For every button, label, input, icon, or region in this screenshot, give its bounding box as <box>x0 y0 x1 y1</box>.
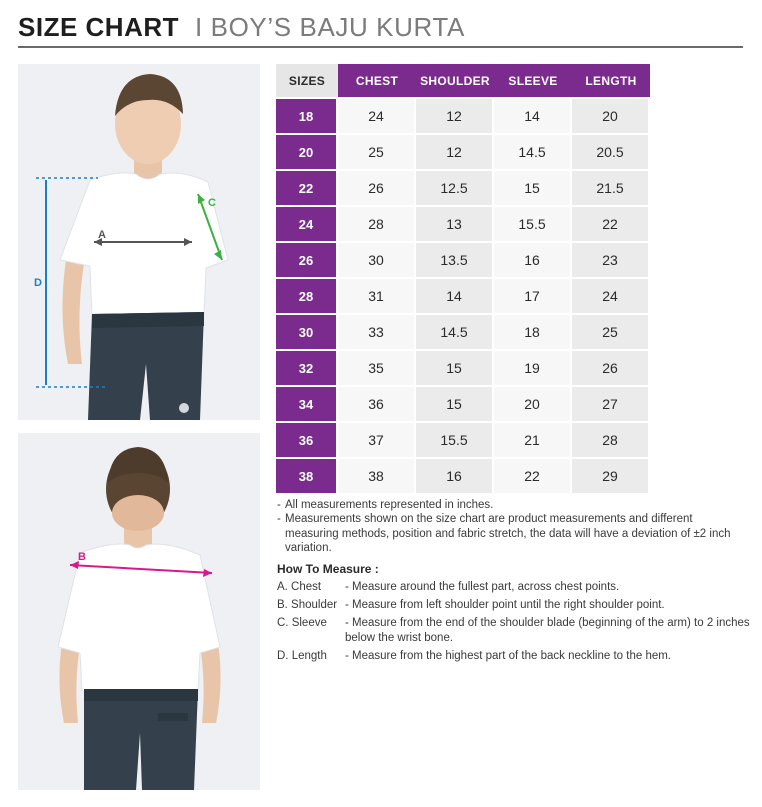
header-shoulder: SHOULDER <box>416 64 494 97</box>
table-row <box>276 97 650 133</box>
sleeve-value: 21 <box>494 421 572 457</box>
length-value: 25 <box>572 313 650 349</box>
table-row <box>276 385 650 421</box>
length-value: 21.5 <box>572 169 650 205</box>
chest-value: 36 <box>338 385 416 421</box>
howto-label: C. Sleeve <box>277 617 327 630</box>
shoulder-value: 12.5 <box>416 169 494 205</box>
size-value: 30 <box>276 313 338 349</box>
svg-text:B: B <box>78 551 86 563</box>
shoulder-value: 15 <box>416 349 494 385</box>
size-value: 34 <box>276 385 338 421</box>
howto-label: B. Shoulder <box>277 599 338 612</box>
label-d <box>34 277 42 289</box>
chest-value: 31 <box>338 277 416 313</box>
size-value: 28 <box>276 277 338 313</box>
howto-desc: - Measure from left shoulder point until the right shoulder point. <box>345 599 665 612</box>
chest-value: 24 <box>338 97 416 133</box>
sleeve-value: 15 <box>494 169 572 205</box>
header-sizes: SIZES <box>276 64 338 97</box>
measurement-notes <box>277 498 747 556</box>
sleeve-value: 16 <box>494 241 572 277</box>
howto-desc: - Measure from the highest part of the back neckline to the hem. <box>345 649 672 662</box>
howto-desc: - Measure from the end of the shoulder blade (beginning of the arm) to 2 inches below the wrist bone. <box>345 617 750 644</box>
howto-item-length <box>277 649 753 663</box>
table-row <box>276 313 650 349</box>
sleeve-value: 22 <box>494 457 572 493</box>
howto-item-shoulder <box>277 598 753 612</box>
sleeve-value: 19 <box>494 349 572 385</box>
size-value: 18 <box>276 97 338 133</box>
title-main: SIZE CHART <box>18 12 179 42</box>
table-row <box>276 133 650 169</box>
table-row <box>276 349 650 385</box>
size-value: 36 <box>276 421 338 457</box>
table-row <box>276 457 650 493</box>
svg-text:A: A <box>98 229 106 241</box>
title-subtitle: I BOY’S BAJU KURTA <box>195 12 465 42</box>
length-value: 27 <box>572 385 650 421</box>
table-row <box>276 169 650 205</box>
table-row <box>276 421 650 457</box>
chest-value: 28 <box>338 205 416 241</box>
shoulder-value: 13.5 <box>416 241 494 277</box>
length-value: 24 <box>572 277 650 313</box>
label-a <box>98 229 106 241</box>
note-item <box>277 498 747 512</box>
note-item <box>277 512 747 555</box>
sleeve-value: 17 <box>494 277 572 313</box>
shoulder-value: 15.5 <box>416 421 494 457</box>
chest-value: 25 <box>338 133 416 169</box>
table-row <box>276 241 650 277</box>
shoulder-value: 14 <box>416 277 494 313</box>
length-value: 28 <box>572 421 650 457</box>
sleeve-value: 15.5 <box>494 205 572 241</box>
howto-label: A. Chest <box>277 581 322 593</box>
howto-desc: - Measure around the fullest part, across chest points. <box>345 581 620 593</box>
sleeve-value: 20 <box>494 385 572 421</box>
note-dash: - <box>277 499 281 511</box>
shoulder-value: 13 <box>416 205 494 241</box>
front-measure-photo <box>18 64 260 420</box>
length-value: 23 <box>572 241 650 277</box>
chest-value: 26 <box>338 169 416 205</box>
title-divider <box>18 46 743 48</box>
label-c <box>208 197 216 209</box>
size-value: 24 <box>276 205 338 241</box>
size-value: 22 <box>276 169 338 205</box>
length-value: 22 <box>572 205 650 241</box>
shoulder-value: 12 <box>416 133 494 169</box>
how-to-measure-list <box>277 580 753 667</box>
chest-value: 38 <box>338 457 416 493</box>
size-value: 32 <box>276 349 338 385</box>
shoulder-value: 16 <box>416 457 494 493</box>
length-value: 26 <box>572 349 650 385</box>
sleeve-value: 14.5 <box>494 133 572 169</box>
back-measure-photo <box>18 433 260 790</box>
shoulder-value: 12 <box>416 97 494 133</box>
shoulder-value: 15 <box>416 385 494 421</box>
chest-value: 35 <box>338 349 416 385</box>
table-row <box>276 205 650 241</box>
svg-text:C: C <box>208 197 216 209</box>
howto-item-sleeve <box>277 616 753 644</box>
length-value: 20.5 <box>572 133 650 169</box>
shoulder-value: 14.5 <box>416 313 494 349</box>
chest-value: 37 <box>338 421 416 457</box>
size-value: 20 <box>276 133 338 169</box>
howto-item-chest <box>277 580 753 594</box>
size-value: 26 <box>276 241 338 277</box>
chest-value: 30 <box>338 241 416 277</box>
page-title <box>18 12 465 44</box>
header-sleeve: SLEEVE <box>494 64 572 97</box>
how-to-measure-title: How To Measure : <box>277 562 379 576</box>
sleeve-value: 14 <box>494 97 572 133</box>
svg-text:D: D <box>34 277 42 289</box>
length-value: 29 <box>572 457 650 493</box>
howto-label: D. Length <box>277 649 327 662</box>
table-header-row <box>276 64 650 97</box>
size-value: 38 <box>276 457 338 493</box>
header-chest: CHEST <box>338 64 416 97</box>
note-dash: - <box>277 513 281 526</box>
header-length: LENGTH <box>572 64 650 97</box>
table-row <box>276 277 650 313</box>
label-b <box>78 551 86 563</box>
length-value: 20 <box>572 97 650 133</box>
note-text: All measurements represented in inches. <box>285 499 494 511</box>
sleeve-value: 18 <box>494 313 572 349</box>
chest-value: 33 <box>338 313 416 349</box>
note-text: Measurements shown on the size chart are product measurements and different measuring methods, position and fabric stretch, the data will have a deviation of ±2 inch variation. <box>285 513 731 555</box>
size-chart-table <box>276 64 650 493</box>
